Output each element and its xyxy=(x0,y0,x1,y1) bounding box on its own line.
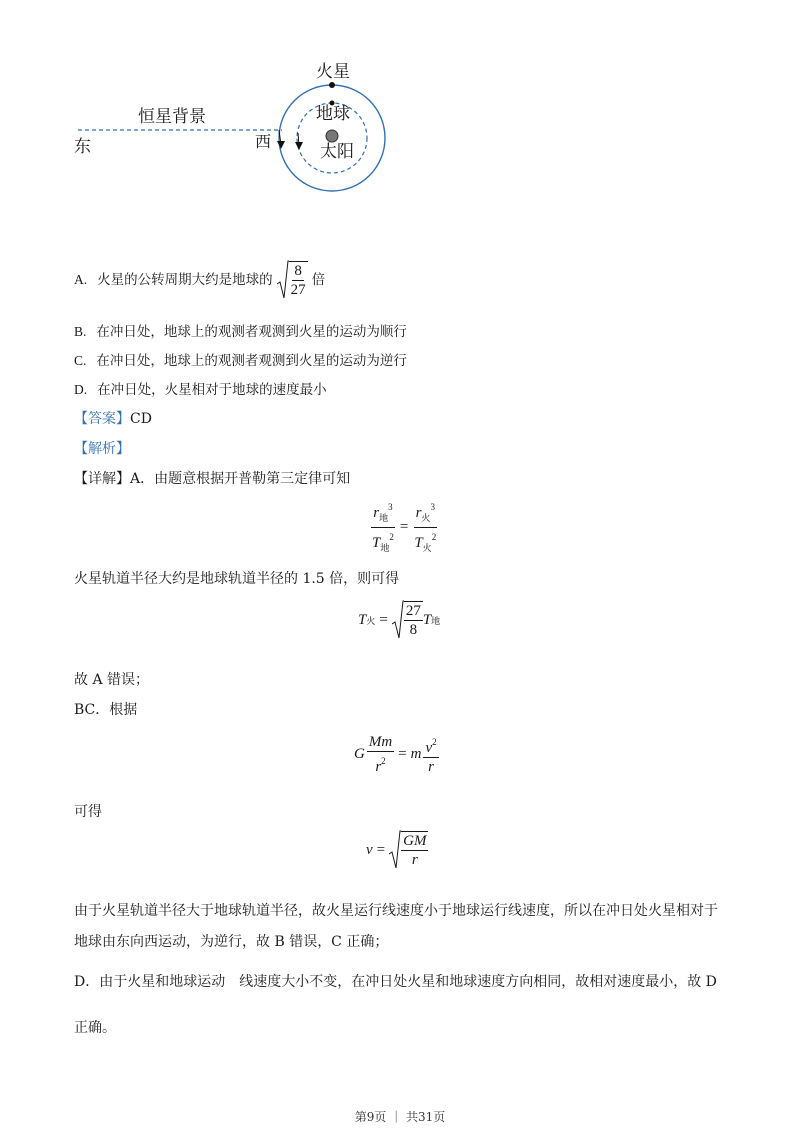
eq-var: T xyxy=(372,535,381,551)
detail-line4: BC．根据 xyxy=(74,702,138,718)
mars-dot xyxy=(329,82,335,88)
fraction-denominator: r xyxy=(411,852,418,868)
eq-sub: 火 xyxy=(366,615,376,626)
option-text: 在冲日处，地球上的观测者观测到火星的运动为顺行 xyxy=(96,324,407,340)
label-west: 西 xyxy=(255,132,272,151)
eq-sub: 火 xyxy=(422,543,432,553)
fraction-denominator: r xyxy=(428,759,434,775)
eq-sup: 2 xyxy=(432,737,437,747)
equals-sign: = xyxy=(398,746,407,762)
option-d xyxy=(74,380,327,400)
sqrt-icon xyxy=(277,260,289,300)
fraction-denominator: 27 xyxy=(290,282,306,298)
option-b xyxy=(74,322,407,342)
eq-var: T xyxy=(358,611,367,628)
equals-sign: = xyxy=(399,519,409,535)
fraction-numerator: 27 xyxy=(405,603,421,619)
option-text: 在冲日处，火星相对于地球的速度最小 xyxy=(97,382,327,398)
eq-sup: 2 xyxy=(381,756,386,766)
option-text: 在冲日处，地球上的观测者观测到火星的运动为逆行 xyxy=(96,353,407,369)
label-sun: 太阳 xyxy=(320,142,354,162)
option-letter: B. xyxy=(74,324,87,339)
label-star-background: 恒星背景 xyxy=(138,107,206,127)
eq-var: r xyxy=(415,505,422,521)
eq-sup: 2 xyxy=(389,532,394,542)
answer-line xyxy=(74,409,152,429)
equation-velocity xyxy=(366,830,428,870)
option-text-after: 倍 xyxy=(311,272,326,288)
detail-line3: 故 A 错误； xyxy=(74,672,150,688)
eq-var: G xyxy=(354,746,365,762)
fraction-numerator: GM xyxy=(403,833,427,849)
eq-var: r xyxy=(375,759,382,775)
eq-sub: 地 xyxy=(380,543,390,553)
eq-sub: 地 xyxy=(431,615,441,626)
eq-sup: 3 xyxy=(430,502,435,512)
equation-kepler xyxy=(370,498,438,557)
option-a xyxy=(74,262,325,298)
equals-sign: = xyxy=(379,611,388,628)
detail-label: 【详解】 xyxy=(74,471,130,487)
option-letter: C. xyxy=(74,353,87,368)
para2-line1: D．由于火星和地球运动 线速度大小不变，在冲日处火星和地球速度方向相同，故相对速度最小，故 D xyxy=(74,974,717,990)
detail-line5: 可得 xyxy=(74,804,102,820)
label-mars: 火星 xyxy=(316,62,350,82)
answer-label: 【答案】 xyxy=(74,411,130,427)
detail-line2: 火星轨道半径大约是地球轨道半径的 1.5 倍，则可得 xyxy=(74,571,400,587)
para2-line2: 正确。 xyxy=(74,1020,116,1036)
option-letter: A. xyxy=(74,272,88,287)
option-text: 火星的公转周期大约是地球的 xyxy=(97,272,273,288)
orbit-diagram xyxy=(70,55,410,205)
mars-orbit-arrow xyxy=(277,130,285,149)
eq-var: T xyxy=(414,535,423,551)
fraction-denominator: 8 xyxy=(409,622,418,638)
eq-sub: 火 xyxy=(421,513,431,523)
earth-orbit-arrow xyxy=(295,133,303,150)
label-east: 东 xyxy=(74,137,91,157)
eq-var: v xyxy=(366,841,373,858)
fraction-numerator: Mm xyxy=(368,734,393,750)
answer-value: CD xyxy=(130,411,152,427)
eq-sub: 地 xyxy=(379,513,389,523)
eq-var: r xyxy=(373,505,380,521)
sqrt-icon xyxy=(389,830,401,870)
eq-var: T xyxy=(422,611,432,628)
eq-var: m xyxy=(410,746,422,762)
equals-sign: = xyxy=(376,841,386,858)
eq-sup: 2 xyxy=(431,532,437,542)
option-letter: D. xyxy=(74,382,88,397)
detail-intro xyxy=(74,469,350,489)
eq-var: v xyxy=(425,740,433,756)
equation-gravity xyxy=(354,733,439,776)
page-footer: 第9页 ｜ 共31页 xyxy=(354,1110,446,1124)
para1-line1: 由于火星轨道半径大于地球轨道半径，故火星运行线速度小于地球运行线速度，所以在冲日处火星相对于 xyxy=(74,903,718,919)
equation-period xyxy=(358,600,440,640)
sqrt-icon xyxy=(392,600,404,640)
sqrt-fraction xyxy=(277,260,308,300)
eq-sup: 3 xyxy=(388,502,393,512)
fraction-numerator: 8 xyxy=(294,263,302,279)
label-earth: 地球 xyxy=(316,104,350,124)
sun-icon xyxy=(326,130,338,142)
analysis-label: 【解析】 xyxy=(74,441,130,457)
para1-line2: 地球由东向西运动，为逆行，故 B 错误，C 正确； xyxy=(74,934,389,950)
detail-intro-text: A．由题意根据开普勒第三定律可知 xyxy=(130,471,351,487)
analysis-line xyxy=(74,439,130,459)
option-c xyxy=(74,351,407,371)
